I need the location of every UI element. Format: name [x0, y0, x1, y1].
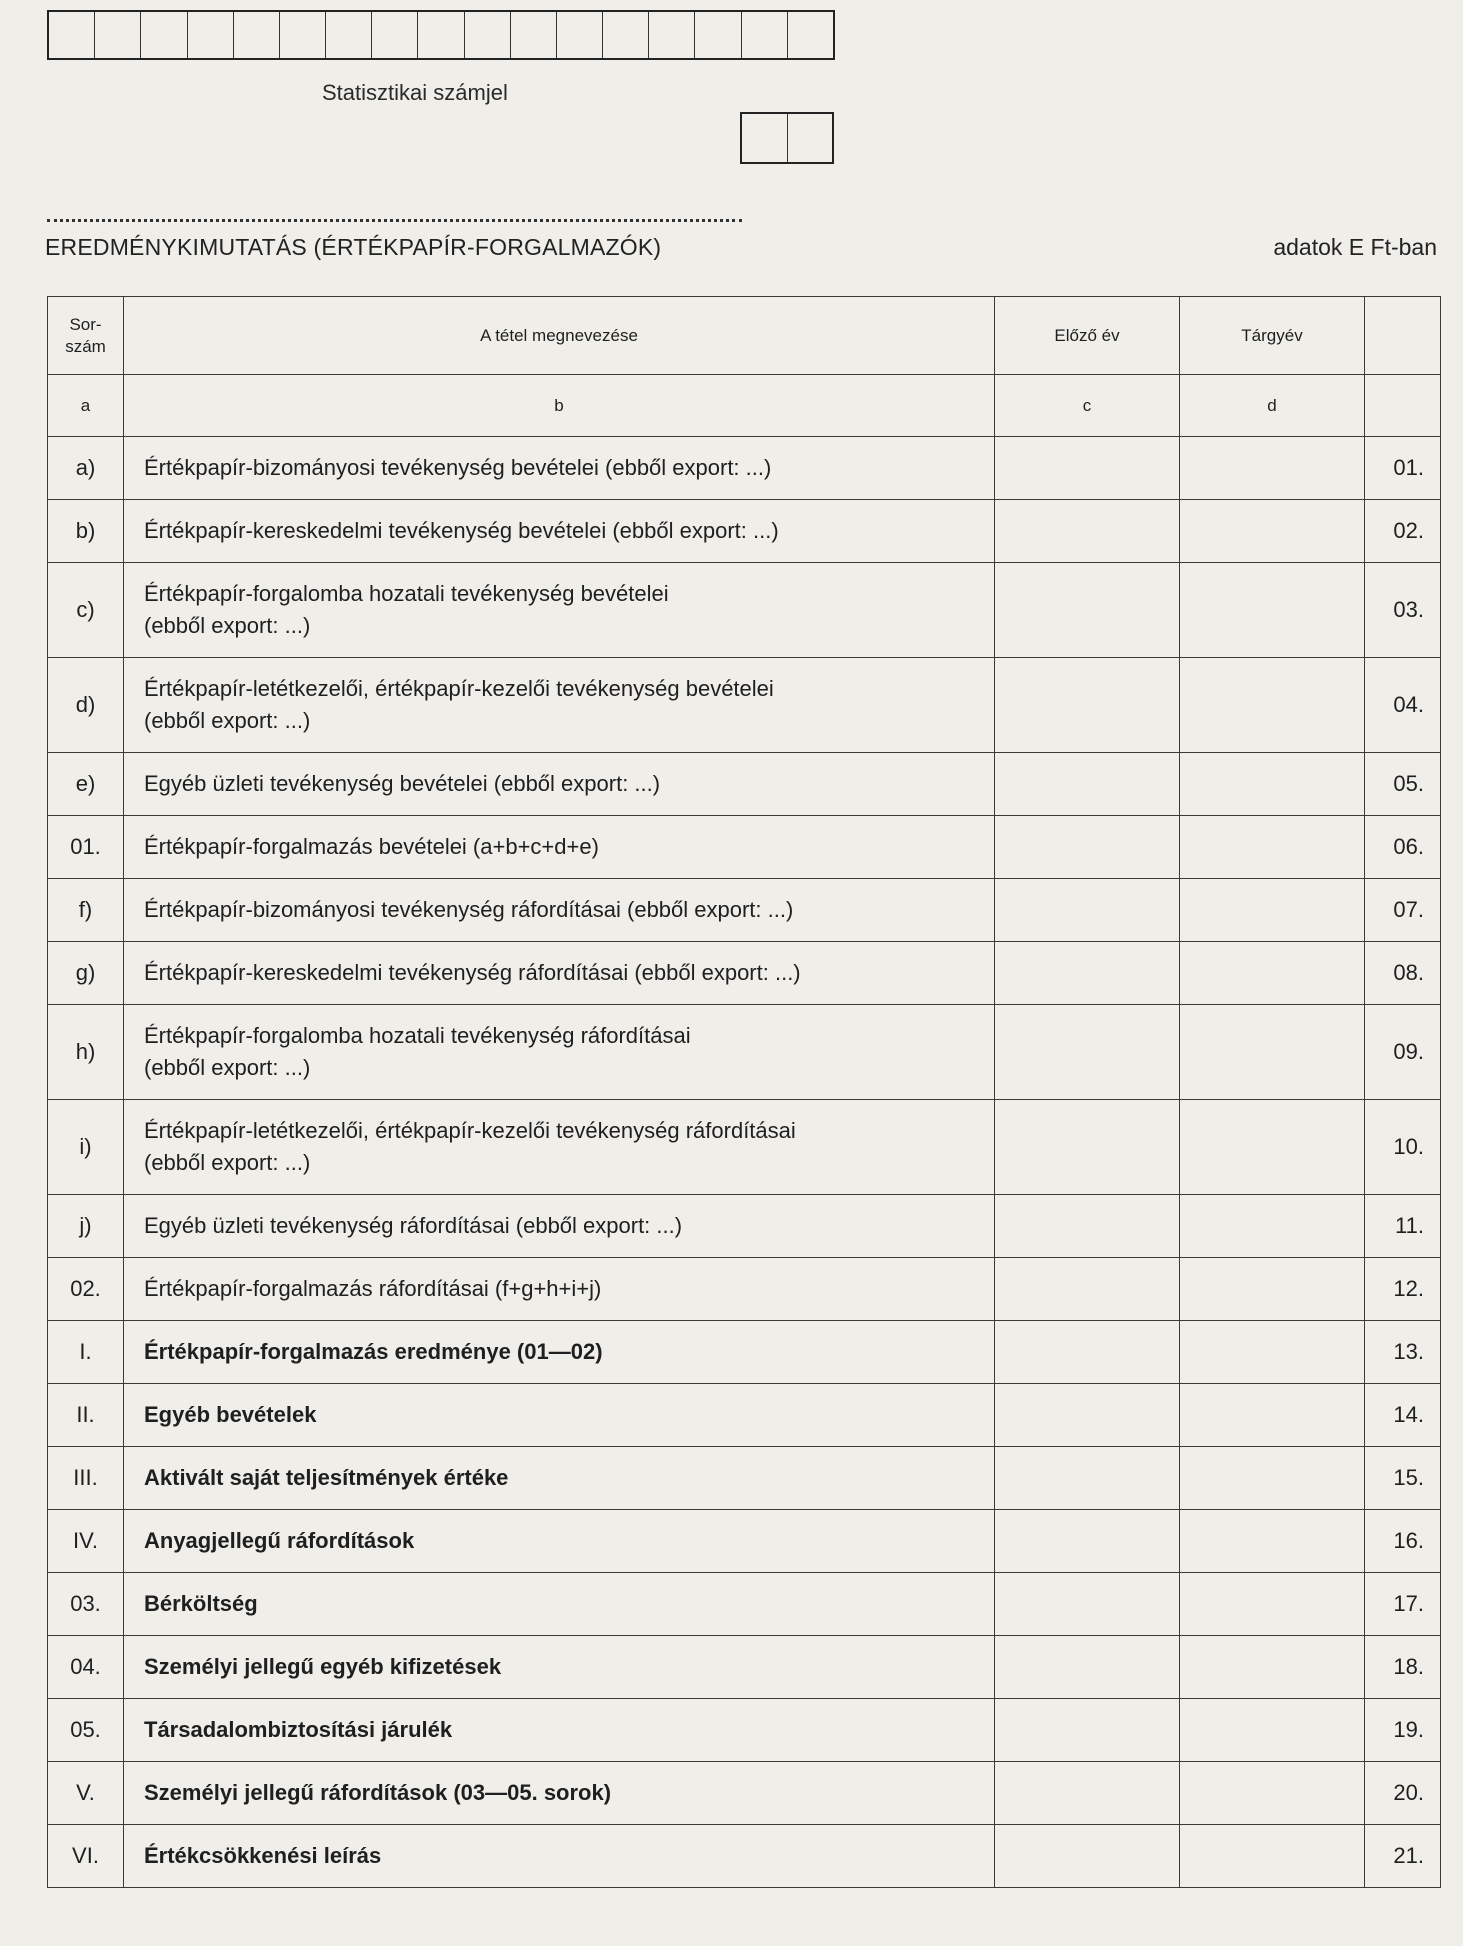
row-code: 17.: [1365, 1573, 1441, 1636]
current-year-cell[interactable]: [1180, 1195, 1365, 1258]
prev-year-cell[interactable]: [995, 1100, 1180, 1195]
row-code: 05.: [1365, 753, 1441, 816]
income-statement-table: [47, 296, 1441, 1888]
row-label: Értékcsökkenési leírás: [124, 1825, 995, 1888]
current-year-cell[interactable]: [1180, 1384, 1365, 1447]
row-label: Értékpapír-forgalomba hozatali tevékenység ráfordításai (ebből export: ...): [124, 1005, 995, 1100]
current-year-cell[interactable]: [1180, 1699, 1365, 1762]
code-boxes[interactable]: [740, 112, 834, 164]
digit-box[interactable]: [234, 12, 280, 58]
row-code: 14.: [1365, 1384, 1441, 1447]
col-header-code: [1365, 297, 1441, 375]
digit-box[interactable]: [511, 12, 557, 58]
prev-year-cell[interactable]: [995, 563, 1180, 658]
current-year-cell[interactable]: [1180, 879, 1365, 942]
row-number: d): [48, 658, 124, 753]
current-year-cell[interactable]: [1180, 1825, 1365, 1888]
current-year-cell[interactable]: [1180, 1321, 1365, 1384]
row-code: 18.: [1365, 1636, 1441, 1699]
current-year-cell[interactable]: [1180, 1573, 1365, 1636]
row-code: 02.: [1365, 500, 1441, 563]
row-code: 08.: [1365, 942, 1441, 1005]
digit-box[interactable]: [188, 12, 234, 58]
row-number: 05.: [48, 1699, 124, 1762]
table-row: [48, 1321, 1441, 1384]
row-label: Értékpapír-forgalmazás eredménye (01—02): [124, 1321, 995, 1384]
table-row: [48, 1573, 1441, 1636]
col-letter-code: [1365, 375, 1441, 437]
table-row: [48, 879, 1441, 942]
digit-box[interactable]: [557, 12, 603, 58]
row-code: 16.: [1365, 1510, 1441, 1573]
unit-note: adatok E Ft-ban: [1273, 234, 1437, 260]
row-code: 12.: [1365, 1258, 1441, 1321]
row-label: Bérköltség: [124, 1573, 995, 1636]
row-label: Egyéb bevételek: [124, 1384, 995, 1447]
digit-box[interactable]: [280, 12, 326, 58]
row-label: Értékpapír-bizományosi tevékenység ráfordításai (ebből export: ...): [124, 879, 995, 942]
table-row: [48, 942, 1441, 1005]
row-number: f): [48, 879, 124, 942]
table-row: [48, 1258, 1441, 1321]
table-row: [48, 1447, 1441, 1510]
col-header-name: A tétel megnevezése: [124, 297, 995, 375]
current-year-cell[interactable]: [1180, 1005, 1365, 1100]
prev-year-cell[interactable]: [995, 1699, 1180, 1762]
digit-box[interactable]: [742, 114, 788, 162]
stat-number-boxes[interactable]: [47, 10, 835, 60]
current-year-cell[interactable]: [1180, 1100, 1365, 1195]
current-year-cell[interactable]: [1180, 563, 1365, 658]
prev-year-cell[interactable]: [995, 1510, 1180, 1573]
table-letter-row: [48, 375, 1441, 437]
row-code: 21.: [1365, 1825, 1441, 1888]
row-label: Aktivált saját teljesítmények értéke: [124, 1447, 995, 1510]
prev-year-cell[interactable]: [995, 1447, 1180, 1510]
row-code: 01.: [1365, 437, 1441, 500]
row-code: 03.: [1365, 563, 1441, 658]
prev-year-cell[interactable]: [995, 1636, 1180, 1699]
prev-year-cell[interactable]: [995, 1825, 1180, 1888]
row-code: 15.: [1365, 1447, 1441, 1510]
row-code: 19.: [1365, 1699, 1441, 1762]
table-row: [48, 1510, 1441, 1573]
digit-box[interactable]: [465, 12, 511, 58]
digit-box[interactable]: [788, 12, 833, 58]
digit-box[interactable]: [418, 12, 464, 58]
col-header-sorszam-text: Sor- szám: [65, 314, 106, 356]
row-label: Személyi jellegű ráfordítások (03—05. sorok): [124, 1762, 995, 1825]
row-label: Értékpapír-forgalmazás bevételei (a+b+c+d+e): [124, 816, 995, 879]
current-year-cell[interactable]: [1180, 1762, 1365, 1825]
prev-year-cell[interactable]: [995, 1321, 1180, 1384]
prev-year-cell[interactable]: [995, 437, 1180, 500]
table-header-row: [48, 297, 1441, 375]
row-number: a): [48, 437, 124, 500]
current-year-cell[interactable]: [1180, 1510, 1365, 1573]
digit-box[interactable]: [649, 12, 695, 58]
row-number: 01.: [48, 816, 124, 879]
stat-number-label: Statisztikai számjel: [322, 80, 508, 105]
table-row: [48, 563, 1441, 658]
table-row: [48, 1100, 1441, 1195]
digit-box[interactable]: [788, 114, 833, 162]
row-label: Egyéb üzleti tevékenység bevételei (ebből export: ...): [124, 753, 995, 816]
prev-year-cell[interactable]: [995, 879, 1180, 942]
row-label: Értékpapír-kereskedelmi tevékenység ráfordításai (ebből export: ...): [124, 942, 995, 1005]
current-year-cell[interactable]: [1180, 753, 1365, 816]
signature-dotted-line: [47, 219, 742, 222]
digit-box[interactable]: [326, 12, 372, 58]
row-label: Értékpapír-forgalmazás ráfordításai (f+g+h+i+j): [124, 1258, 995, 1321]
table-row: [48, 1005, 1441, 1100]
row-number: h): [48, 1005, 124, 1100]
row-number: e): [48, 753, 124, 816]
col-header-prev-year: Előző év: [995, 297, 1180, 375]
prev-year-cell[interactable]: [995, 1258, 1180, 1321]
row-label: Értékpapír-letétkezelői, értékpapír-kezelői tevékenység bevételei (ebből export: ...): [124, 658, 995, 753]
row-code: 13.: [1365, 1321, 1441, 1384]
current-year-cell[interactable]: [1180, 437, 1365, 500]
row-code: 09.: [1365, 1005, 1441, 1100]
digit-box[interactable]: [742, 12, 788, 58]
current-year-cell[interactable]: [1180, 1258, 1365, 1321]
table-row: [48, 1384, 1441, 1447]
table-row: [48, 1825, 1441, 1888]
current-year-cell[interactable]: [1180, 942, 1365, 1005]
table-row: [48, 500, 1441, 563]
digit-box[interactable]: [95, 12, 141, 58]
table-row: [48, 1762, 1441, 1825]
col-letter-b: b: [124, 375, 995, 437]
col-letter-d: d: [1180, 375, 1365, 437]
row-code: 07.: [1365, 879, 1441, 942]
row-number: 03.: [48, 1573, 124, 1636]
row-label: Anyagjellegű ráfordítások: [124, 1510, 995, 1573]
row-label: Társadalombiztosítási járulék: [124, 1699, 995, 1762]
table-row: [48, 1636, 1441, 1699]
row-number: II.: [48, 1384, 124, 1447]
row-code: 20.: [1365, 1762, 1441, 1825]
prev-year-cell[interactable]: [995, 1573, 1180, 1636]
row-number: V.: [48, 1762, 124, 1825]
current-year-cell[interactable]: [1180, 1636, 1365, 1699]
digit-box[interactable]: [695, 12, 741, 58]
prev-year-cell[interactable]: [995, 1384, 1180, 1447]
current-year-cell[interactable]: [1180, 658, 1365, 753]
row-label: Értékpapír-bizományosi tevékenység bevételei (ebből export: ...): [124, 437, 995, 500]
row-code: 11.: [1365, 1195, 1441, 1258]
table-row: [48, 753, 1441, 816]
row-number: 02.: [48, 1258, 124, 1321]
row-number: IV.: [48, 1510, 124, 1573]
row-label: Értékpapír-kereskedelmi tevékenység bevételei (ebből export: ...): [124, 500, 995, 563]
prev-year-cell[interactable]: [995, 1005, 1180, 1100]
current-year-cell[interactable]: [1180, 1447, 1365, 1510]
table-row: [48, 437, 1441, 500]
current-year-cell[interactable]: [1180, 816, 1365, 879]
prev-year-cell[interactable]: [995, 658, 1180, 753]
row-number: III.: [48, 1447, 124, 1510]
prev-year-cell[interactable]: [995, 816, 1180, 879]
row-label: Értékpapír-forgalomba hozatali tevékenység bevételei (ebből export: ...): [124, 563, 995, 658]
table-row: [48, 1195, 1441, 1258]
prev-year-cell[interactable]: [995, 1762, 1180, 1825]
form-title: EREDMÉNYKIMUTATÁS (ÉRTÉKPAPÍR-FORGALMAZÓK): [45, 234, 662, 260]
row-label: Értékpapír-letétkezelői, értékpapír-kezelői tevékenység ráfordításai (ebből export: ...): [124, 1100, 995, 1195]
row-number: I.: [48, 1321, 124, 1384]
row-label: Személyi jellegű egyéb kifizetések: [124, 1636, 995, 1699]
row-number: c): [48, 563, 124, 658]
table-row: [48, 816, 1441, 879]
digit-box[interactable]: [372, 12, 418, 58]
current-year-cell[interactable]: [1180, 500, 1365, 563]
table-row: [48, 1699, 1441, 1762]
digit-box[interactable]: [603, 12, 649, 58]
row-number: i): [48, 1100, 124, 1195]
prev-year-cell[interactable]: [995, 500, 1180, 563]
prev-year-cell[interactable]: [995, 753, 1180, 816]
row-number: VI.: [48, 1825, 124, 1888]
row-number: j): [48, 1195, 124, 1258]
digit-box[interactable]: [49, 12, 95, 58]
col-header-sorszam: [48, 297, 124, 375]
digit-box[interactable]: [141, 12, 187, 58]
table-row: [48, 658, 1441, 753]
row-code: 10.: [1365, 1100, 1441, 1195]
prev-year-cell[interactable]: [995, 942, 1180, 1005]
prev-year-cell[interactable]: [995, 1195, 1180, 1258]
row-code: 06.: [1365, 816, 1441, 879]
row-number: 04.: [48, 1636, 124, 1699]
row-number: g): [48, 942, 124, 1005]
row-label: Egyéb üzleti tevékenység ráfordításai (ebből export: ...): [124, 1195, 995, 1258]
col-letter-a: a: [48, 375, 124, 437]
row-number: b): [48, 500, 124, 563]
col-header-current-year: Tárgyév: [1180, 297, 1365, 375]
row-code: 04.: [1365, 658, 1441, 753]
col-letter-c: c: [995, 375, 1180, 437]
